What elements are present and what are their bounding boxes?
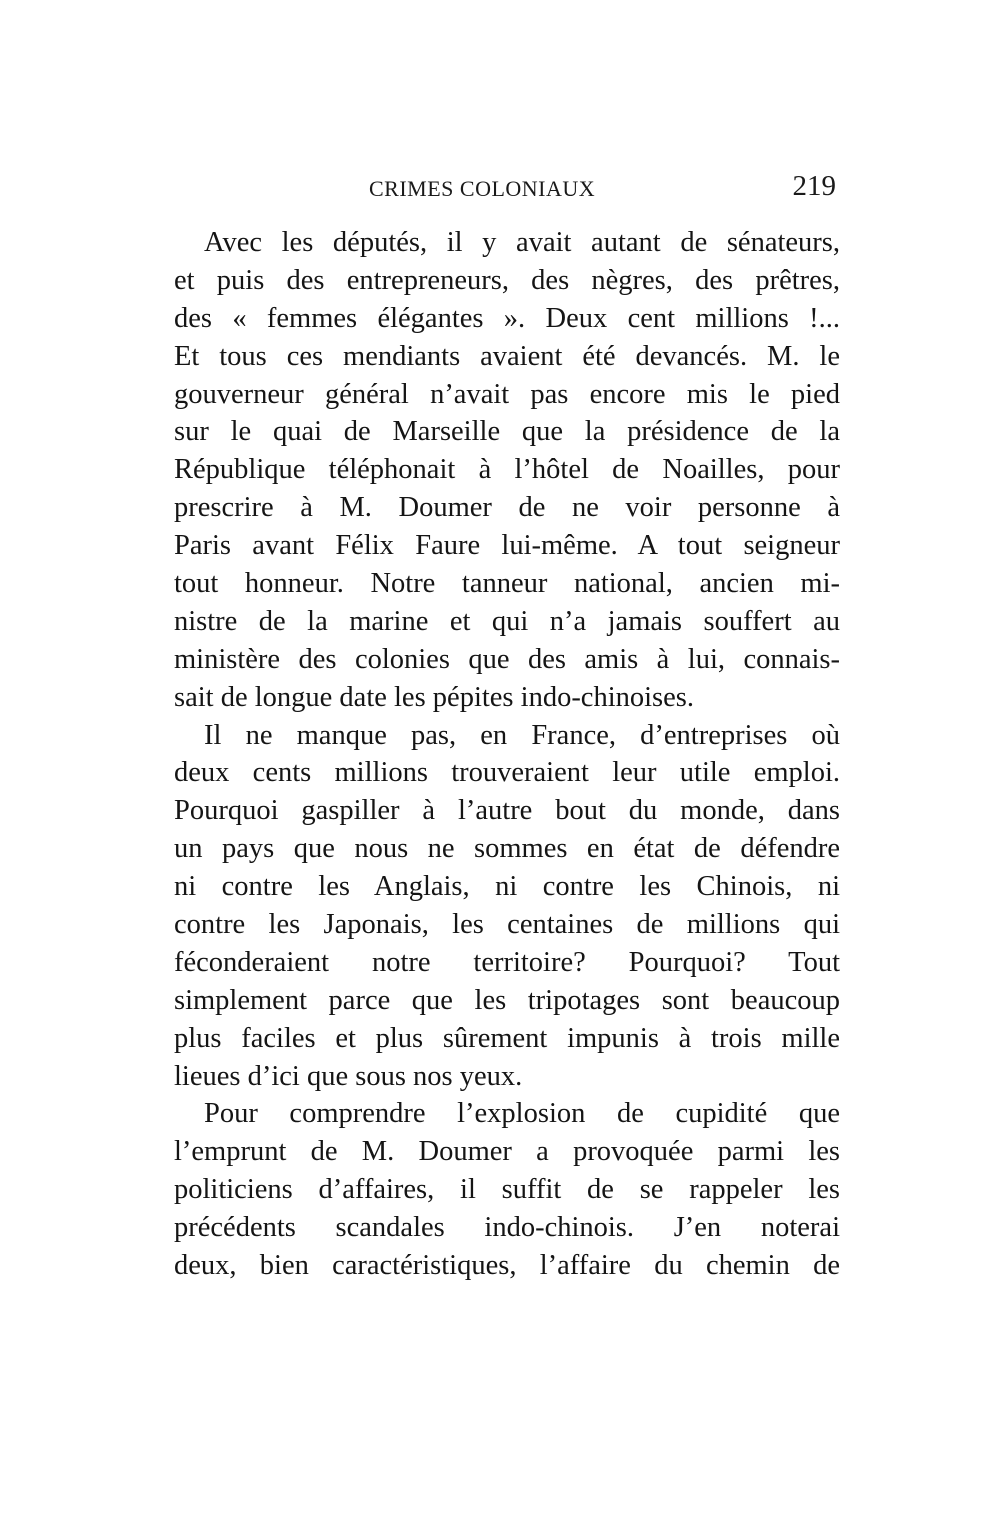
text-line: tout honneur. Notre tanneur national, ancien mi- xyxy=(174,568,840,600)
text-line: féconderaient notre territoire? Pourquoi? Tout xyxy=(174,946,840,978)
paragraph-2 xyxy=(174,717,840,1096)
text-line: ni contre les Anglais, ni contre les Chinois, ni xyxy=(174,871,840,903)
text-line: Avec les députés, il y avait autant de sénateurs, xyxy=(204,227,840,258)
text-line: gouverneur général n’avait pas encore mis le pied xyxy=(174,378,840,410)
text-line: Et tous ces mendiants avaient été devancés. M. le xyxy=(174,340,840,372)
paragraph-1 xyxy=(174,224,840,717)
page-number: 219 xyxy=(792,170,836,202)
text-line: sait de longue date les pépites indo-chinoises. xyxy=(174,681,694,713)
text-line: politiciens d’affaires, il suffit de se rappeler les xyxy=(174,1174,840,1206)
text-line: et puis des entrepreneurs, des nègres, des prêtres, xyxy=(174,264,840,296)
text-line: sur le quai de Marseille que la présidence de la xyxy=(174,416,840,448)
text-line: des « femmes élégantes ». Deux cent millions !... xyxy=(174,302,840,334)
text-line: deux cents millions trouveraient leur utile emploi. xyxy=(174,757,840,789)
text-line: Pour comprendre l’explosion de cupidité que xyxy=(204,1098,840,1130)
text-line: prescrire à M. Doumer de ne voir personne à xyxy=(174,492,840,524)
text-line: Pourquoi gaspiller à l’autre bout du monde, dans xyxy=(174,795,840,827)
text-line: lieues d’ici que sous nos yeux. xyxy=(174,1060,523,1092)
text-line: plus faciles et plus sûrement impunis à trois mille xyxy=(174,1022,840,1054)
text-line: nistre de la marine et qui n’a jamais souffert au xyxy=(174,605,840,637)
text-line: l’emprunt de M. Doumer a provoquée parmi les xyxy=(174,1136,840,1168)
paragraph-3 xyxy=(174,1095,840,1284)
text-line: République téléphonait à l’hôtel de Noailles, pour xyxy=(174,454,840,486)
running-header xyxy=(174,170,840,210)
text-line: contre les Japonais, les centaines de millions qui xyxy=(174,909,840,941)
text-line: simplement parce que les tripotages sont beaucoup xyxy=(174,984,840,1016)
text-line: Il ne manque pas, en France, d’entreprises où xyxy=(204,719,840,751)
text-line: deux, bien caractéristiques, l’affaire du chemin de xyxy=(174,1250,840,1282)
text-line: précédents scandales indo-chinois. J’en noterai xyxy=(174,1212,840,1244)
body-text xyxy=(174,224,840,1285)
text-line: un pays que nous ne sommes en état de défendre xyxy=(174,833,840,865)
running-title: CRIMES COLONIAUX xyxy=(369,176,596,201)
text-line: ministère des colonies que des amis à lui, connais- xyxy=(174,643,840,675)
text-line: Paris avant Félix Faure lui-même. A tout seigneur xyxy=(174,530,840,562)
